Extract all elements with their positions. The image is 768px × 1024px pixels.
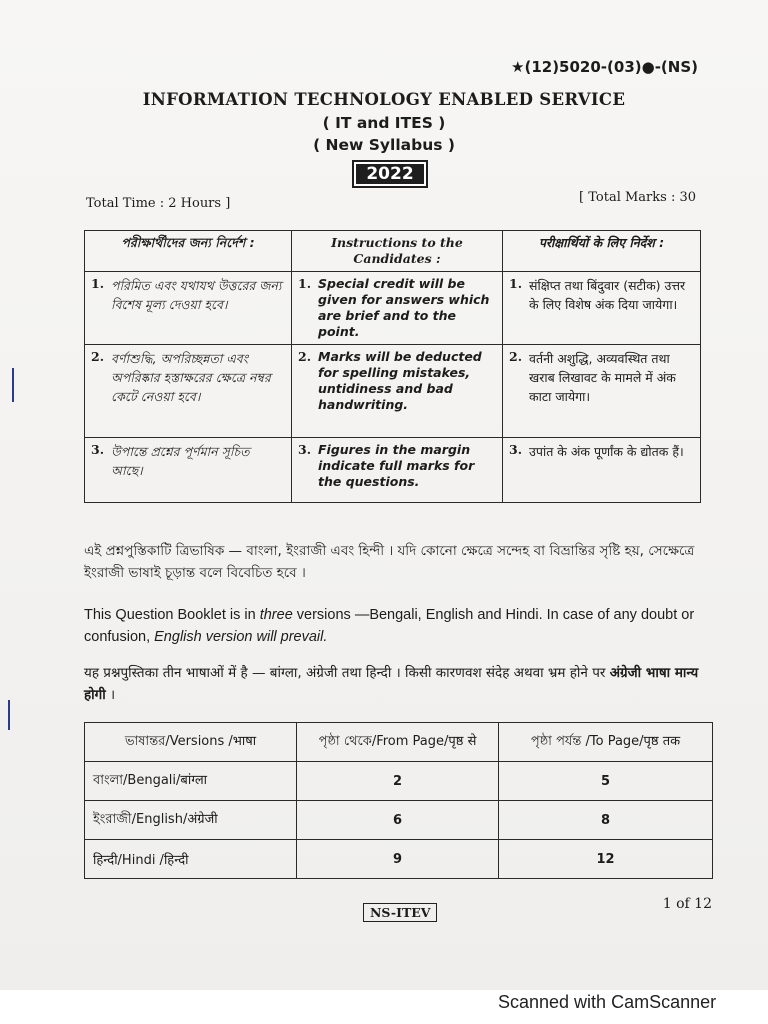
instructions-table bbox=[84, 230, 701, 503]
header-english: Instructions to the Candidates : bbox=[292, 231, 503, 272]
item-number: 1. bbox=[509, 276, 523, 291]
english-note-emphasis: three bbox=[259, 607, 293, 623]
instruction-cell-english bbox=[292, 272, 503, 345]
hindi-note-part: यह प्रश्नपुस्तिका तीन भाषाओं में है — बांग्ला, अंग्रेजी तथा हिन्दी । किसी कारणवश संदेह अथवा भ्रम होने पर bbox=[84, 665, 610, 681]
instruction-text: উপান্তে প্রশ্নের পূর্ণমান সূচিত আছে। bbox=[111, 444, 250, 478]
total-time: Total Time : 2 Hours ] bbox=[86, 196, 231, 211]
versions-header: ভাষান্তর/Versions /भाषा bbox=[85, 723, 297, 762]
footer-code: NS-ITEV bbox=[363, 903, 437, 922]
instruction-row bbox=[85, 438, 701, 503]
english-note-part: This Question Booklet is in bbox=[84, 607, 260, 623]
item-number: 2. bbox=[298, 349, 312, 364]
instruction-text: বর্ণাশুদ্ধি, অপরিচ্ছন্নতা এবং অপরিষ্কার হস্তাক্ষরের ক্ষেত্রে নম্বর কেটে নেওয়া হবে। bbox=[111, 351, 271, 404]
paper-subtitle: ( IT and ITES ) bbox=[322, 114, 446, 132]
scanner-watermark bbox=[0, 990, 768, 1024]
instruction-row bbox=[85, 272, 701, 345]
paper-code: ★(12)5020-(03)●-(NS) bbox=[511, 58, 698, 76]
versions-table bbox=[84, 722, 713, 879]
instruction-text: Figures in the margin indicate full marks for the questions. bbox=[318, 442, 475, 489]
instruction-cell-bengali bbox=[85, 345, 292, 438]
instruction-text: वर्तनी अशुद्धि, अव्यवस्थित तथा खराब लिखावट के मामले में अंक काटा जायेगा। bbox=[529, 351, 676, 404]
scanner-label: Scanned with CamScanner bbox=[498, 992, 717, 1012]
hindi-note bbox=[84, 662, 724, 706]
instruction-text: संक्षिप्त तथा बिंदुवार (सटीक) उत्तर के लिए विशेष अंक दिया जायेगा। bbox=[529, 278, 686, 312]
header-bengali: পরীক্ষার্থীদের জন্য নির্দেশ : bbox=[85, 231, 292, 272]
item-number: 3. bbox=[91, 442, 105, 457]
instructions-header-row bbox=[85, 231, 701, 272]
total-marks: [ Total Marks : 30 bbox=[579, 190, 696, 205]
instruction-cell-hindi bbox=[503, 345, 701, 438]
version-to-page: 5 bbox=[499, 762, 713, 801]
version-to-page: 12 bbox=[499, 840, 713, 879]
version-language: ইংরাজী/English/अंग्रेजी bbox=[85, 801, 297, 840]
version-from-page: 2 bbox=[297, 762, 499, 801]
item-number: 1. bbox=[91, 276, 105, 291]
ink-mark bbox=[12, 368, 14, 402]
version-row bbox=[85, 762, 713, 801]
ink-mark bbox=[8, 700, 10, 730]
item-number: 3. bbox=[509, 442, 523, 457]
instruction-row bbox=[85, 345, 701, 438]
paper-title: INFORMATION TECHNOLOGY ENABLED SERVICE bbox=[142, 90, 626, 109]
item-number: 2. bbox=[91, 349, 105, 364]
instruction-text: Special credit will be given for answers which are brief and to the point. bbox=[318, 276, 490, 339]
instruction-cell-hindi bbox=[503, 438, 701, 503]
item-number: 3. bbox=[298, 442, 312, 457]
header-hindi: परीक्षार्थियों के लिए निर्देश : bbox=[503, 231, 701, 272]
instruction-cell-bengali bbox=[85, 438, 292, 503]
item-number: 1. bbox=[298, 276, 312, 291]
english-note-emphasis: English version will prevail. bbox=[154, 629, 328, 645]
instruction-cell-english bbox=[292, 345, 503, 438]
versions-header: পৃষ্ঠা পর্যন্ত /To Page/पृष्ठ तक bbox=[499, 723, 713, 762]
english-note bbox=[84, 604, 724, 648]
instruction-text: Marks will be deducted for spelling mistakes, untidiness and bad handwriting. bbox=[318, 349, 482, 412]
instruction-cell-hindi bbox=[503, 272, 701, 345]
page-number: 1 of 12 bbox=[662, 896, 712, 912]
item-number: 2. bbox=[509, 349, 523, 364]
version-from-page: 9 bbox=[297, 840, 499, 879]
hindi-note-emphasis: अंग्रेजी भाषा मान्य होगी bbox=[84, 665, 699, 703]
version-language: हिन्दी/Hindi /हिन्दी bbox=[85, 840, 297, 879]
instruction-cell-bengali bbox=[85, 272, 292, 345]
instruction-cell-english bbox=[292, 438, 503, 503]
year-badge: 2022 bbox=[352, 160, 428, 188]
english-note-part: versions —Bengali, English and Hindi. In case of any doubt or confusion, bbox=[84, 607, 695, 645]
version-row bbox=[85, 840, 713, 879]
versions-header: পৃষ্ঠা থেকে/From Page/पृष्ठ से bbox=[297, 723, 499, 762]
version-from-page: 6 bbox=[297, 801, 499, 840]
bengali-note: এই প্রশ্নপুস্তিকাটি ত্রিভাষিক — বাংলা, ইংরাজী এবং হিন্দী । যদি কোনো ক্ষেত্রে সন্দেহ বা বিভ্রান্তির সৃষ্টি হয়, সেক্ষেত্রে ইংরাজী ভাষাই চূড়ান্ত বলে বিবেচিত হবে । bbox=[84, 543, 695, 581]
instruction-text: उपांत के अंक पूर्णांक के द्योतक हैं। bbox=[529, 444, 684, 459]
instruction-text: পরিমিত এবং যথাযথ উত্তরের জন্য বিশেষ মূল্য দেওয়া হবে। bbox=[111, 278, 282, 312]
hindi-note-part: । bbox=[105, 687, 116, 703]
syllabus-label: ( New Syllabus ) bbox=[313, 136, 455, 154]
version-row bbox=[85, 801, 713, 840]
version-to-page: 8 bbox=[499, 801, 713, 840]
version-language: বাংলা/Bengali/बांग्ला bbox=[85, 762, 297, 801]
versions-header-row bbox=[85, 723, 713, 762]
